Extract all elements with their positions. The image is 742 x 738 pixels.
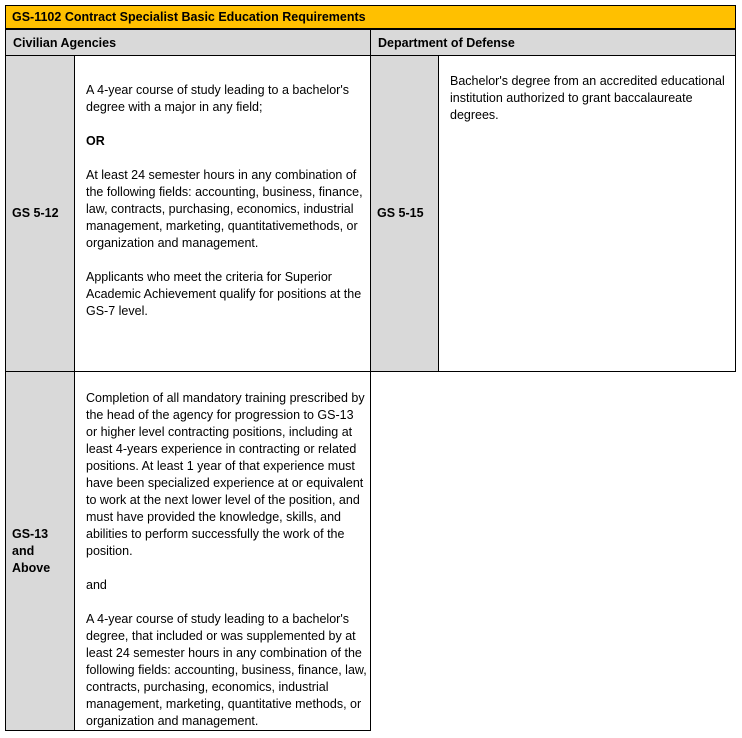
requirement-paragraph: Completion of all mandatory training prescribed by the head of the agency for progression to GS-13 or higher level contracting positions, including at least 4-years experience in contracting or related positions. At least 1 year of that experience must have been specialized experience at or equivalent to work at the next lower level of the position, and must have provided the knowledge, skills, and abilities to perform successfully the work of the position. [86, 391, 365, 558]
grade-label-gs-13-and-above: GS-13 and Above [5, 371, 75, 731]
table-title: GS-1102 Contract Specialist Basic Education Requirements [5, 5, 736, 29]
grade-label-gs-5-12: GS 5-12 [5, 55, 75, 372]
dod-gs-5-15-requirements [438, 55, 736, 372]
and-separator: and [86, 578, 107, 592]
or-separator: OR [86, 134, 105, 148]
requirement-paragraph: A 4-year course of study leading to a bachelor's degree, that included or was supplemented by at least 24 semester hours in any combination of the following fields: accounting, business, finance, law, contracts, purchasing, economics, industrial management, marketing, quantitative methods, or organization and management. [86, 612, 367, 728]
requirement-paragraph: A 4-year course of study leading to a bachelor's degree with a major in any field; [86, 83, 349, 114]
requirement-paragraph: Bachelor's degree from an accredited educational institution authorized to grant baccalaureate degrees. [450, 74, 725, 122]
civilian-gs-13-requirements [74, 371, 371, 731]
civilian-gs-5-12-requirements [74, 55, 371, 372]
dod-header: Department of Defense [370, 29, 736, 56]
requirement-paragraph: Applicants who meet the criteria for Superior Academic Achievement qualify for positions at the GS-7 level. [86, 270, 362, 318]
civilian-agencies-header: Civilian Agencies [5, 29, 371, 56]
requirement-paragraph: At least 24 semester hours in any combination of the following fields: accounting, business, finance, law, contracts, purchasing, economics, industrial management, marketing, quantitativemethods, or organization and management. [86, 168, 363, 250]
grade-label-gs-5-15: GS 5-15 [370, 55, 439, 372]
